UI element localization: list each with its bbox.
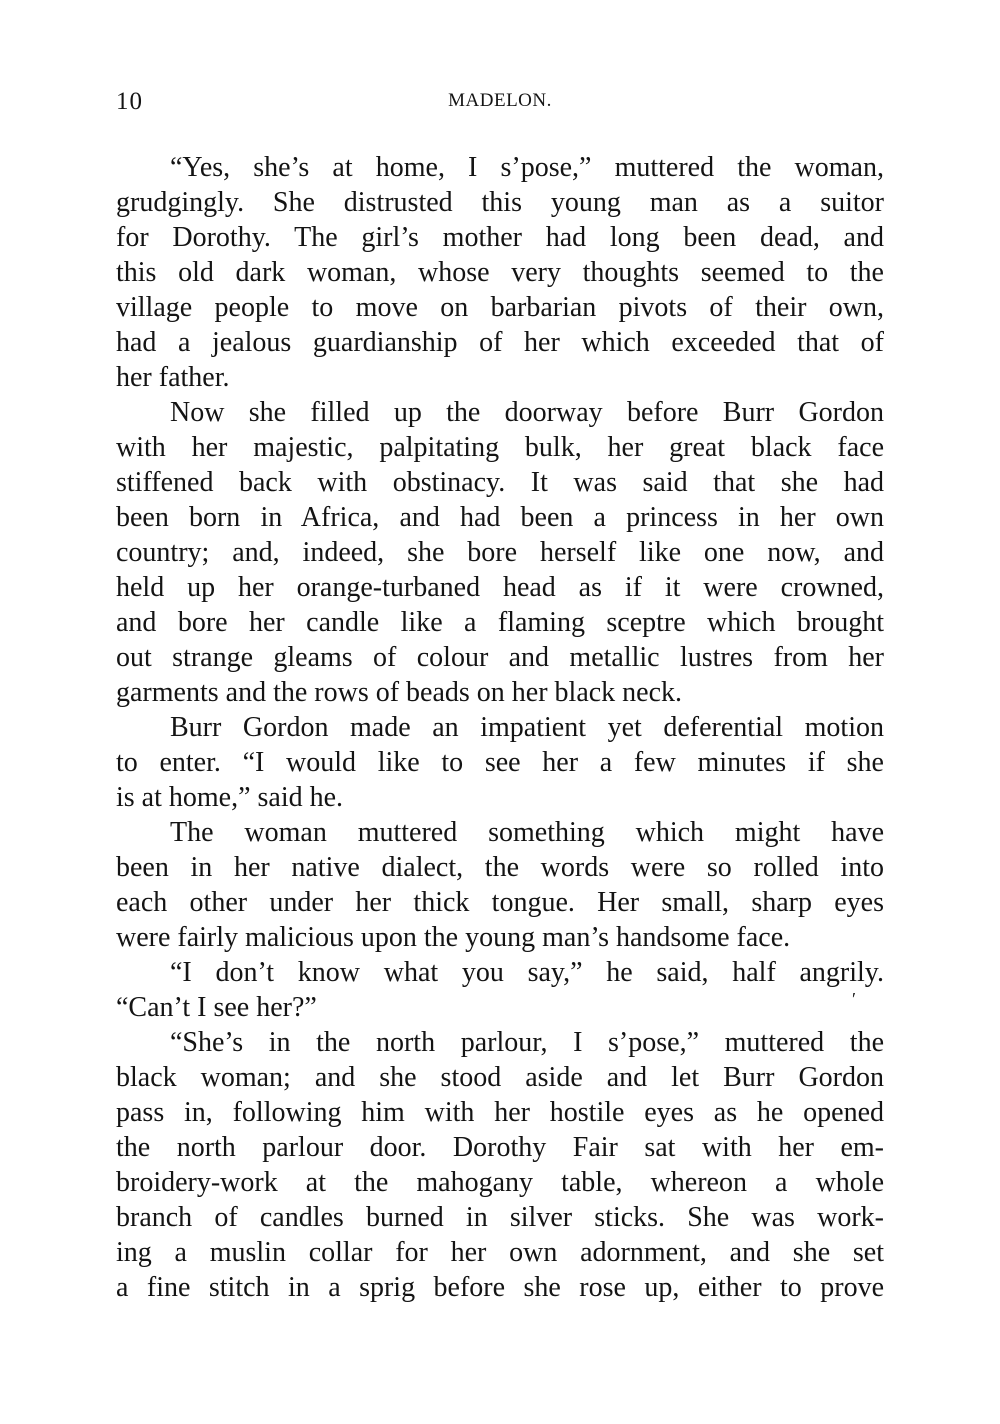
text-line: village people to move on barbarian pivots of their own, xyxy=(116,292,884,323)
text-line: and bore her candle like a flaming sceptre which brought xyxy=(116,607,884,638)
body-text xyxy=(116,150,884,1305)
text-line: “She’s in the north parlour, I s’pose,” muttered the xyxy=(170,1027,884,1058)
text-line: ing a muslin collar for her own adornment, and she set xyxy=(116,1237,884,1268)
text-line: to enter. “I would like to see her a few minutes if she xyxy=(116,747,884,778)
stray-print-mark: ′ xyxy=(852,989,856,1009)
text-line: The woman muttered something which might have xyxy=(170,817,884,848)
text-line: “Yes, she’s at home, I s’pose,” muttered the woman, xyxy=(170,152,884,183)
text-line: is at home,” said he. xyxy=(116,782,344,813)
text-line: with her majestic, palpitating bulk, her great black face xyxy=(116,432,884,463)
running-head xyxy=(116,88,884,118)
page-number: 10 xyxy=(116,88,143,115)
text-line: “Can’t I see her?” xyxy=(116,992,317,1023)
text-line: “I don’t know what you say,” he said, half angrily. xyxy=(170,957,884,988)
text-line: been born in Africa, and had been a princess in her own xyxy=(116,502,884,533)
text-line: this old dark woman, whose very thoughts seemed to the xyxy=(116,257,884,288)
text-line: black woman; and she stood aside and let Burr Gordon xyxy=(116,1062,884,1093)
text-line: grudgingly. She distrusted this young man as a suitor xyxy=(116,187,884,218)
text-line: garments and the rows of beads on her black neck. xyxy=(116,677,683,708)
text-line: had a jealous guardianship of her which exceeded that of xyxy=(116,327,884,358)
text-line: broidery-work at the mahogany table, whereon a whole xyxy=(116,1167,884,1198)
text-line: Now she filled up the doorway before Burr Gordon xyxy=(170,397,884,428)
text-line: Burr Gordon made an impatient yet deferential motion xyxy=(170,712,884,743)
text-line: for Dorothy. The girl’s mother had long been dead, and xyxy=(116,222,884,253)
running-title: MADELON. xyxy=(448,90,552,111)
text-line: out strange gleams of colour and metallic lustres from her xyxy=(116,642,884,673)
text-line: her father. xyxy=(116,362,230,393)
text-line: each other under her thick tongue. Her small, sharp eyes xyxy=(116,887,884,918)
text-line: pass in, following him with her hostile eyes as he opened xyxy=(116,1097,884,1128)
text-line: stiffened back with obstinacy. It was said that she had xyxy=(116,467,884,498)
text-line: a fine stitch in a sprig before she rose up, either to prove xyxy=(116,1272,884,1303)
text-line: were fairly malicious upon the young man’s handsome face. xyxy=(116,922,791,953)
text-line: country; and, indeed, she bore herself like one now, and xyxy=(116,537,884,568)
text-line: branch of candles burned in silver sticks. She was work- xyxy=(116,1202,884,1233)
text-line: held up her orange-turbaned head as if it were crowned, xyxy=(116,572,884,603)
text-line: been in her native dialect, the words were so rolled into xyxy=(116,852,884,883)
text-line: the north parlour door. Dorothy Fair sat with her em- xyxy=(116,1132,884,1163)
